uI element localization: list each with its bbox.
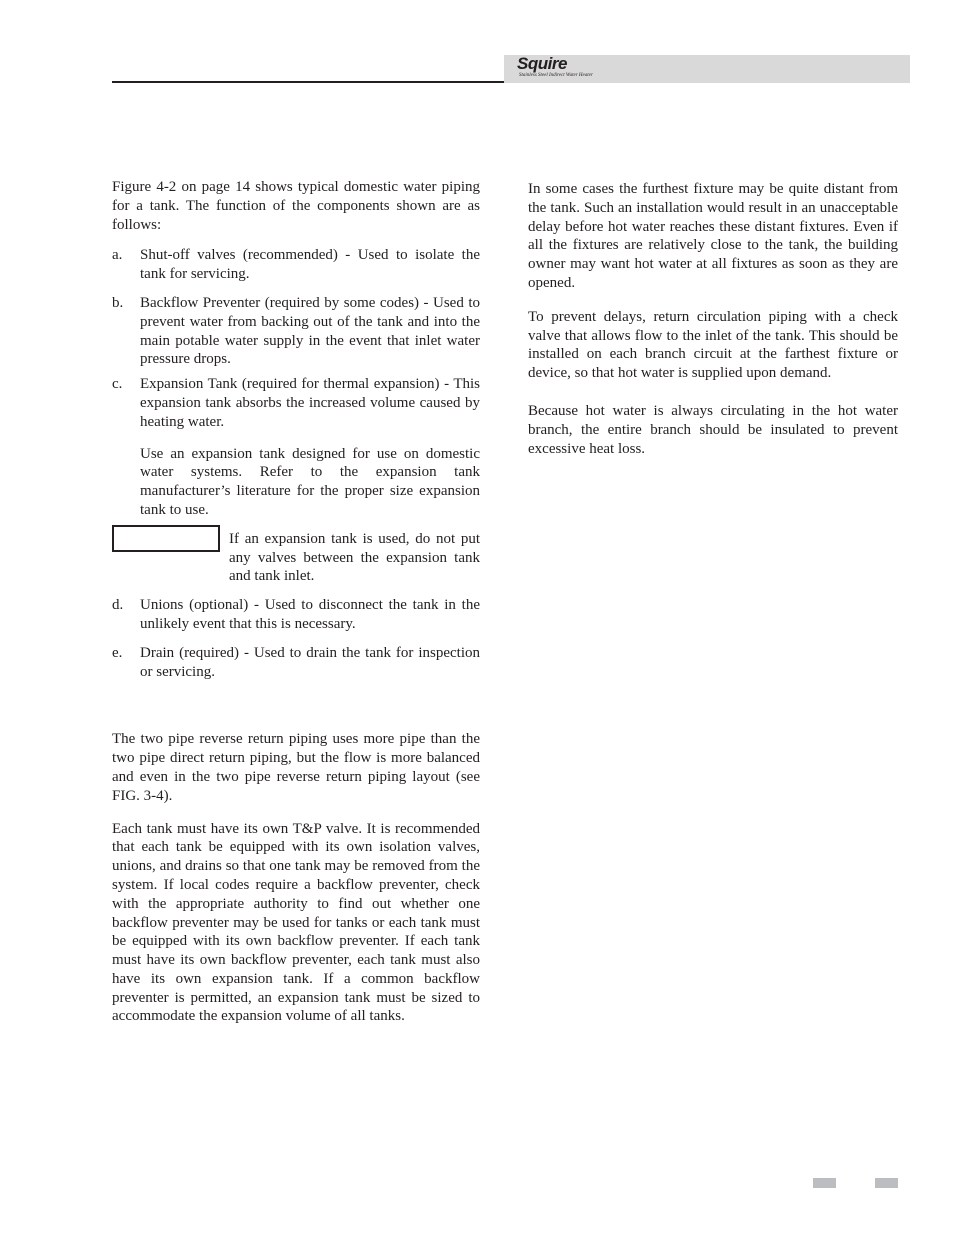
list-item-a — [112, 246, 480, 284]
list-item-label: a. — [112, 247, 123, 264]
list-item-b — [112, 294, 480, 369]
squire-logo — [517, 56, 607, 82]
list-item-text: Drain (required) - Used to drain the tank for inspection or servicing. — [140, 644, 480, 680]
list-item-c — [112, 375, 480, 431]
list-item-label: d. — [112, 597, 124, 614]
list-item-text: Shut-off valves (recommended) - Used to isolate the tank for servicing. — [140, 247, 480, 283]
footer-block-right — [875, 1178, 898, 1188]
distant-fixture-paragraph: In some cases the furthest fixture may be quite distant from the tank. Such an installation would result in an unacceptable delay before hot water reaches these distant fixtures. Even if all the fixtures are relatively close to the tank, the building owner may want hot water at all fixtures as soon as they are opened. — [528, 181, 898, 291]
caution-label-box — [112, 525, 220, 552]
list-item-text: Backflow Preventer (required by some codes) - Used to prevent water from backing out of the tank and into the main potable water supply in the event that inlet water pressure drops. — [140, 294, 480, 368]
left-column — [112, 178, 480, 1026]
return-circulation-paragraph: To prevent delays, return circulation piping with a check valve that allows flow to the inlet of the tank. This should be installed on each branch circuit at the farthest fixture or device, so that hot water is supplied upon demand. — [528, 308, 898, 382]
list-item-d — [112, 596, 480, 634]
logo-tagline: Stainless Steel Indirect Water Heater — [519, 73, 593, 78]
reverse-return-paragraph: The two pipe reverse return piping uses more pipe than the two pipe direct return piping, but the flow is more balanced and even in the two pipe reverse return piping layout (see FIG. 3-4). — [112, 731, 480, 804]
caution-text: If an expansion tank is used, do not put any valves between the expansion tank and tank inlet. — [229, 530, 480, 585]
logo-wordmark: Squire — [517, 54, 567, 73]
right-column — [528, 180, 898, 458]
intro-paragraph: Figure 4-2 on page 14 shows typical domestic water piping for a tank. The function of the components shown are as follows: — [112, 179, 480, 233]
list-item-e — [112, 644, 480, 682]
each-tank-paragraph: Each tank must have its own T&P valve. It is recommended that each tank be equipped with its own isolation valves, unions, and drains so that one tank may be removed from the system. If local codes require a backflow preventer, check with the appropriate authority to find out whether one backflow preventer may be used for tanks or each tank must be equipped with its own backflow preventer. If each tank must have its own backflow preventer, each tank must also have its own expansion tank. If a common backflow preventer is permitted, an expansion tank must be sized to accommodate the expansion volume of all tanks. — [112, 820, 480, 1025]
item-c-note: Use an expansion tank designed for use on domestic water systems. Refer to the expansion tank manufacturer’s literature for the proper size expansion tank to use. — [140, 445, 480, 518]
list-item-text: Expansion Tank (required for thermal expansion) - This expansion tank absorbs the increased volume caused by heating water. — [140, 376, 480, 430]
list-item-label: e. — [112, 644, 123, 661]
list-item-label: c. — [112, 376, 123, 393]
insulation-paragraph: Because hot water is always circulating in the hot water branch, the entire branch should be insulated to prevent excessive heat loss. — [528, 402, 898, 457]
list-item-text: Unions (optional) - Used to disconnect the tank in the unlikely event that this is necessary. — [140, 597, 480, 632]
footer-block-left — [813, 1178, 836, 1188]
list-item-label: b. — [112, 294, 124, 311]
caution-block — [112, 530, 480, 586]
